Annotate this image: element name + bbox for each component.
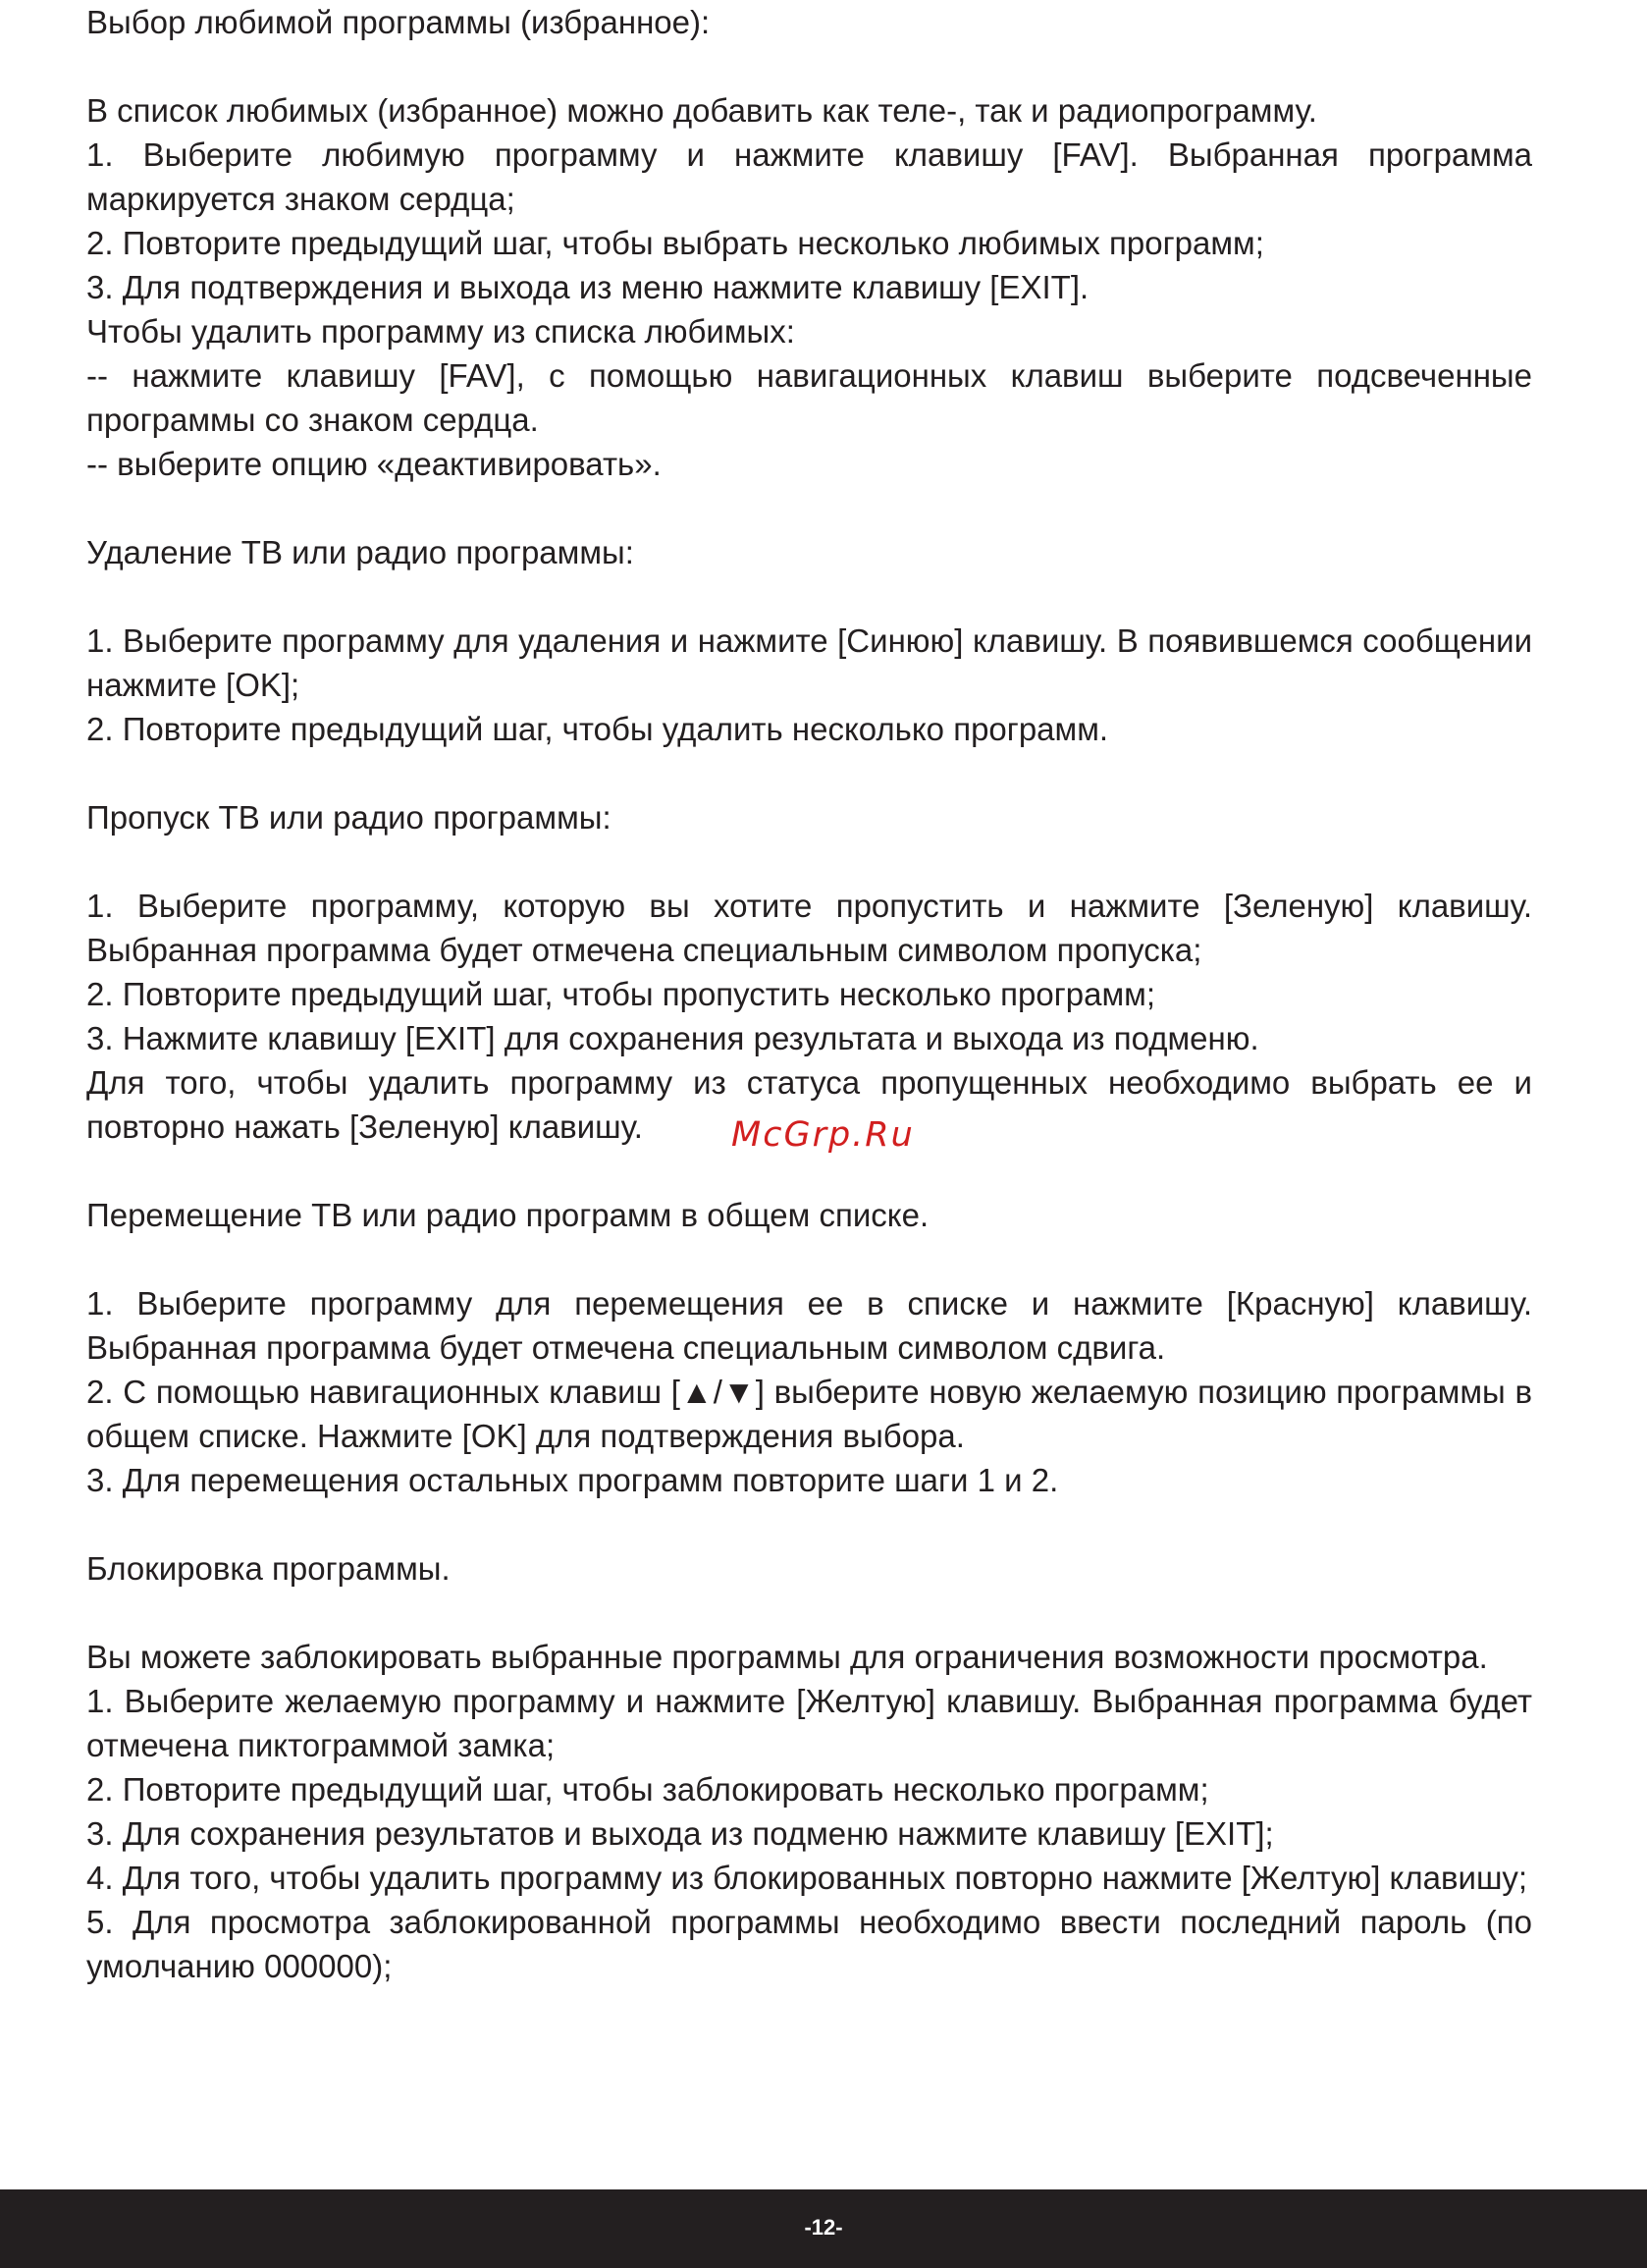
section-title-move: Перемещение ТВ или радио программ в общем списке. bbox=[86, 1197, 930, 1233]
paragraph: 4. Для того, чтобы удалить программу из блокированных повторно нажмите [Желтую] клавишу; bbox=[86, 1860, 1528, 1896]
paragraph: 5. Для просмотра заблокированной программы необходимо ввести последний пароль (по умолчанию 000000); bbox=[86, 1904, 1532, 1984]
spacer bbox=[86, 44, 1532, 88]
paragraph: 3. Для подтверждения и выхода из меню нажмите клавишу [EXIT]. bbox=[86, 269, 1089, 305]
spacer bbox=[86, 751, 1532, 795]
spacer bbox=[86, 574, 1532, 619]
paragraph: 2. Повторите предыдущий шаг, чтобы пропустить несколько программ; bbox=[86, 976, 1155, 1012]
paragraph: 1. Выберите желаемую программу и нажмите [Желтую] клавишу. Выбранная программа будет отмечена пиктограммой замка; bbox=[86, 1683, 1532, 1763]
paragraph: -- выберите опцию «деактивировать». bbox=[86, 446, 662, 482]
paragraph: Чтобы удалить программу из списка любимых: bbox=[86, 313, 795, 350]
paragraph: 1. Выберите программу для удаления и нажмите [Синюю] клавишу. В появившемся сообщении нажмите [OK]; bbox=[86, 622, 1532, 703]
spacer bbox=[86, 1149, 1532, 1193]
document-body bbox=[86, 0, 1532, 1988]
section-title-lock: Блокировка программы. bbox=[86, 1550, 451, 1587]
paragraph: В список любимых (избранное) можно добавить как теле-, так и радиопрограмму. bbox=[86, 92, 1317, 129]
paragraph: Вы можете заблокировать выбранные программы для ограничения возможности просмотра. bbox=[86, 1639, 1488, 1675]
section-title-delete: Удаление ТВ или радио программы: bbox=[86, 534, 634, 570]
paragraph: 3. Для сохранения результатов и выхода из подменю нажмите клавишу [EXIT]; bbox=[86, 1815, 1274, 1852]
paragraph: 2. Повторите предыдущий шаг, чтобы выбрать несколько любимых программ; bbox=[86, 225, 1264, 261]
watermark-text: McGrp.Ru bbox=[731, 1115, 915, 1155]
section-title-favorites: Выбор любимой программы (избранное): bbox=[86, 4, 711, 40]
paragraph: 3. Для перемещения остальных программ повторите шаги 1 и 2. bbox=[86, 1462, 1059, 1498]
spacer bbox=[86, 486, 1532, 530]
paragraph: 1. Выберите любимую программу и нажмите клавишу [FAV]. Выбранная программа маркируется знаком сердца; bbox=[86, 136, 1532, 217]
paragraph: 2. Повторите предыдущий шаг, чтобы заблокировать несколько программ; bbox=[86, 1771, 1209, 1808]
paragraph: 1. Выберите программу для перемещения ее в списке и нажмите [Красную] клавишу. Выбранная программа будет отмечена специальным символом сдвига. bbox=[86, 1285, 1532, 1366]
paragraph: 3. Нажмите клавишу [EXIT] для сохранения результата и выхода из подменю. bbox=[86, 1020, 1259, 1056]
page-number: -12- bbox=[804, 2215, 843, 2240]
paragraph: Для того, чтобы удалить программу из статуса пропущенных необходимо выбрать ее и повторно нажать [Зеленую] клавишу. bbox=[86, 1064, 1532, 1145]
spacer bbox=[86, 839, 1532, 884]
paragraph: 2. Повторите предыдущий шаг, чтобы удалить несколько программ. bbox=[86, 711, 1109, 747]
paragraph: 1. Выберите программу, которую вы хотите пропустить и нажмите [Зеленую] клавишу. Выбранная программа будет отмечена специальным символом пропуска; bbox=[86, 888, 1532, 968]
paragraph: 2. С помощью навигационных клавиш [▲/▼] выберите новую желаемую позицию программы в общем списке. Нажмите [OK] для подтверждения выбора. bbox=[86, 1374, 1532, 1454]
section-title-skip: Пропуск ТВ или радио программы: bbox=[86, 799, 611, 836]
spacer bbox=[86, 1237, 1532, 1281]
page-footer bbox=[0, 2189, 1647, 2268]
spacer bbox=[86, 1591, 1532, 1635]
spacer bbox=[86, 1502, 1532, 1546]
paragraph: -- нажмите клавишу [FAV], с помощью навигационных клавиш выберите подсвеченные программы со знаком сердца. bbox=[86, 357, 1532, 438]
